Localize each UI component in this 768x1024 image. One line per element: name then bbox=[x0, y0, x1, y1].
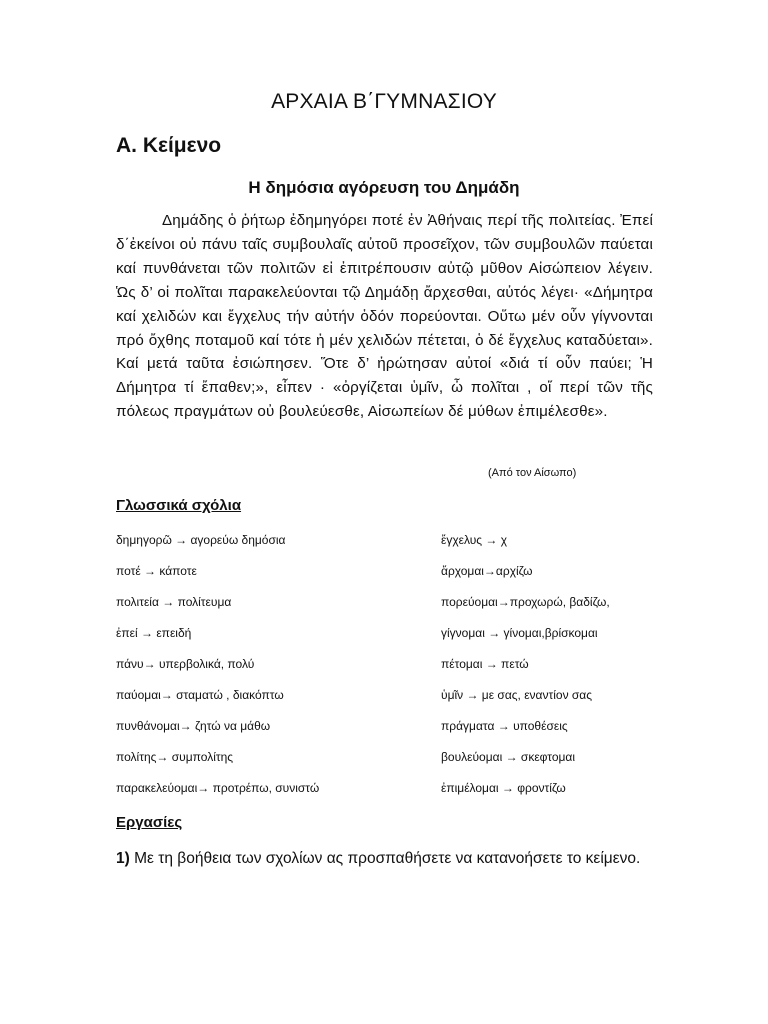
section-heading: Α. Κείμενο bbox=[116, 134, 222, 157]
source-note: (Από τον Αίσωπο) bbox=[488, 467, 577, 479]
glossary-left-item: πολιτεία → πολίτευμα bbox=[116, 595, 232, 609]
glossary-right-item: βουλεύομαι → σκεφτομαι bbox=[441, 750, 576, 764]
glossary-left-item: πυνθάνομαι→ ζητώ να μάθω bbox=[116, 719, 271, 733]
text-title: Η δημόσια αγόρευση του Δημάδη bbox=[248, 178, 520, 197]
glossary-right-item: ἔγχελυς → χ bbox=[441, 533, 508, 547]
glossary-left-item: πολίτης→ συμπολίτης bbox=[116, 750, 234, 764]
glossary-left-item: παρακελεύομαι→ προτρέπω, συνιστώ bbox=[116, 781, 320, 795]
glossary-right-item: ὑμῖν → με σας, εναντίον σας bbox=[441, 688, 593, 702]
glossary-heading: Γλωσσικά σχόλια bbox=[116, 497, 242, 514]
passage-text: Δημάδης ὁ ῥήτωρ ἐδημηγόρει ποτέ ἐν Ἀθήναις περί τῆς πολιτείας. Ἐπεί δ΄ἐκείνοι οὐ πάνυ ταῖς συμβουλαῖς αὐτοῦ προσεῖχον, τῶν συμβουλῶν παύεται καί πυνθάνεται τῶν πολιτῶν εἰ ἐπιτρέπουσιν αὐτῷ μῦθον Αἰσώπειον λέγειν. Ὡς δ’ οἱ πολῖται παρακελεύονται τῷ Δημάδῃ ἄρχεσθαι, αὐτός λέγει· «Δήμητρα καί χελιδών και ἔγχελυς τήν αὐτήν ὁδόν πορεύονται. Οὕτω μέν οὖν γίγνονται πρό ὄχθης ποταμοῦ καί τότε ἡ μέν χελιδών πέτεται, ὁ δέ ἔγχελυς καταδύεται». Καί μετά ταῦτα ἐσιώπησεν. Ὅτε δ’ ἠρώτησαν αὐτοί «διά τί οὖν παύει; Ἡ Δήμητρα τί ἔπαθεν;», εἶπεν · «ὀργίζεται ὑμῖν, ὦ πολῖται , οἵ περί τῶν τῆς πόλεως πραγμάτων οὐ βουλεύεσθε, Αἰσωπείων δέ μύθων ἐπιμέλεσθε». bbox=[116, 212, 653, 421]
glossary-right-item: ἐπιμέλομαι → φροντίζω bbox=[441, 781, 566, 795]
glossary-left-item: δημηγορῶ → αγορεύω δημόσια bbox=[116, 533, 286, 547]
document-title: ΑΡΧΑΙΑ Β΄ΓΥΜΝΑΣΙΟΥ bbox=[271, 90, 497, 113]
glossary-right-item: πέτομαι → πετώ bbox=[441, 657, 529, 671]
task-text: Με τη βοήθεια των σχολίων ας προσπαθήσετε να κατανοήσετε το κείμενο. bbox=[134, 850, 641, 867]
glossary-left-item: πάνυ→ υπερβολικά, πολύ bbox=[116, 657, 255, 671]
glossary-left-item: ἐπεί → επειδή bbox=[116, 626, 192, 640]
glossary-right-item: πράγματα → υποθέσεις bbox=[441, 719, 568, 733]
task-item bbox=[116, 847, 656, 871]
glossary-right-item: ἄρχομαι→αρχίζω bbox=[441, 564, 533, 578]
glossary-right-item: γίγνομαι → γίνομαι,βρίσκομαι bbox=[441, 626, 598, 640]
glossary-left-item: παύομαι→ σταματώ , διακόπτω bbox=[116, 688, 284, 702]
tasks-heading: Εργασίες bbox=[116, 814, 183, 831]
glossary-right-item: πορεύομαι→προχωρώ, βαδίζω, bbox=[441, 595, 610, 609]
glossary-left-item: ποτέ → κάποτε bbox=[116, 564, 197, 578]
task-number: 1) bbox=[116, 850, 130, 867]
